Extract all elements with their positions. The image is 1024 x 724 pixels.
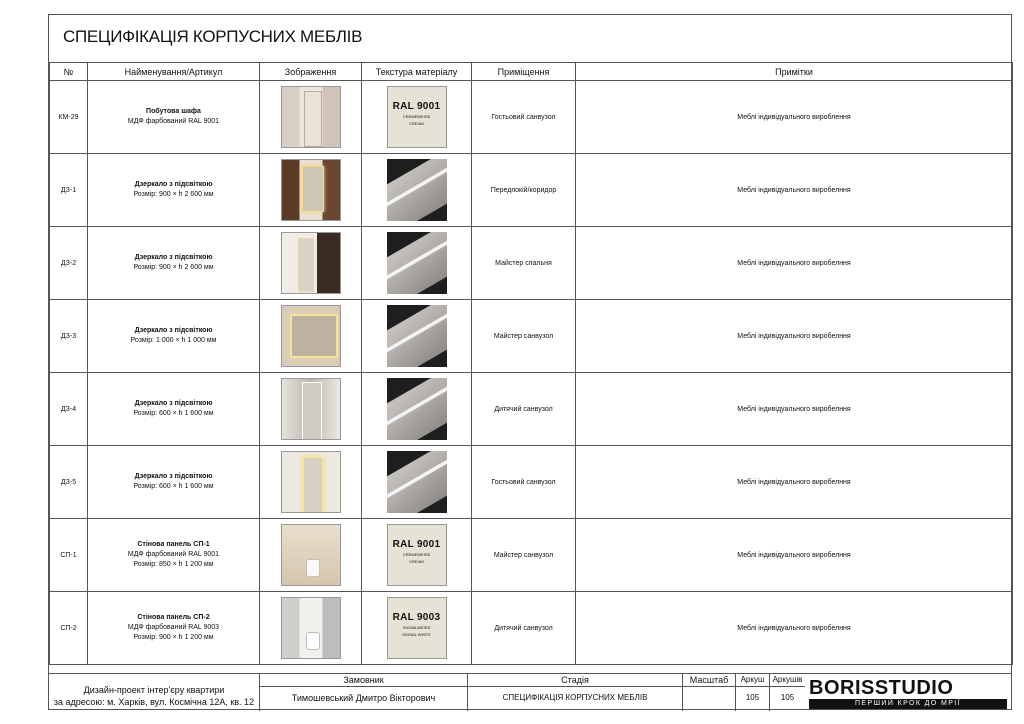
texture-swatch [387,86,447,148]
table-row [50,446,1013,519]
ral-name-en: SIGNAL WHITE [402,632,431,637]
texture-swatch [387,597,447,659]
scale-label: Масштаб [689,675,729,685]
item-spec-line: Розмір: 1 000 × h 1 000 мм [130,336,217,344]
ral-code: RAL 9001 [392,101,441,112]
item-image-cell [260,592,362,665]
item-thumbnail [281,378,341,440]
texture-swatch [387,524,447,586]
item-thumbnail [281,305,341,367]
header-texture: Текстура матеріалу [362,63,472,81]
item-number: ДЗ-2 [50,227,88,300]
item-name-cell [88,300,260,373]
item-number: КМ-29 [50,81,88,154]
item-spec-line: МДФ фарбований RAL 9001 [127,550,220,558]
project-address [49,684,259,708]
item-image-cell [260,227,362,300]
table-row [50,81,1013,154]
item-name-cell [88,446,260,519]
item-name: Стінова панель СП-1 [137,540,210,548]
mirror-glass-swatch [387,232,447,294]
item-spec-line: Розмір: 900 × h 2 600 мм [133,263,214,271]
item-image-cell [260,154,362,227]
item-name-cell [88,519,260,592]
stage-label: Стадія [561,675,589,685]
item-room: Передпокій/коридор [472,154,576,227]
item-thumbnail [281,232,341,294]
header-room: Приміщення [472,63,576,81]
item-name: Побутова шафа [146,107,201,115]
item-texture-cell [362,519,472,592]
address-line-2: за адресою: м. Харків, вул. Космічна 12А, кв. 12 [53,697,255,707]
client-cell [259,674,467,711]
table-header-row [50,63,1013,81]
title-block-divider [259,686,805,687]
client-label: Замовник [343,675,384,685]
title-block [49,673,1012,711]
item-room: Майстер спальня [472,227,576,300]
item-room: Майстер санвузол [472,300,576,373]
item-image-cell [260,519,362,592]
header-notes: Примітки [576,63,1013,81]
item-texture-cell [362,81,472,154]
item-image-cell [260,81,362,154]
table-body [50,81,1013,665]
client-value: Тимошевський Дмитро Вікторович [291,693,436,703]
ral-name: SIGNALWEISS [402,625,431,630]
address-line-1: Дизайн-проект інтер'єру квартири [83,685,225,695]
item-thumbnail [281,86,341,148]
item-name: Дзеркало з підсвіткою [134,253,213,261]
item-note: Меблі індивідуального виробелння [576,519,1013,592]
mirror-glass-swatch [387,305,447,367]
item-texture-cell [362,373,472,446]
item-image-cell [260,300,362,373]
item-thumbnail [281,159,341,221]
item-number: ДЗ-4 [50,373,88,446]
sheet-value: 105 [745,693,760,702]
item-spec-line: Розмір: 900 × h 1 200 мм [133,633,214,641]
item-image-cell [260,373,362,446]
item-spec-line: МДФ фарбований RAL 9003 [127,623,220,631]
item-number: СП-1 [50,519,88,592]
item-texture-cell [362,300,472,373]
item-number: СП-2 [50,592,88,665]
ral-name: CREMEWEISS [402,114,431,119]
logo-slogan: ПЕРШИЙ КРОК ДО МРІЇ [809,699,1007,709]
item-room: Дитячий санвузол [472,373,576,446]
item-image-cell [260,446,362,519]
sheets-cell [769,674,805,711]
mirror-glass-swatch [387,159,447,221]
stage-cell [467,674,682,711]
table-row [50,154,1013,227]
item-name: Дзеркало з підсвіткою [134,472,213,480]
spec-table [49,62,1013,665]
item-name: Дзеркало з підсвіткою [134,326,213,334]
logo-text: BORISSTUDIO [809,677,954,699]
table-row [50,300,1013,373]
studio-logo [805,675,1011,709]
item-texture-cell [362,446,472,519]
page-title: СПЕЦИФІКАЦІЯ КОРПУСНИХ МЕБЛІВ [63,27,363,46]
item-room: Гостьовий санвузол [472,81,576,154]
sheet-label: Аркуш [740,675,765,684]
item-spec-line: Розмір: 900 × h 2 600 мм [133,190,214,198]
spec-sheet [48,14,1012,710]
item-thumbnail [281,451,341,513]
sheets-label: Аркушів [772,675,803,684]
table-row [50,592,1013,665]
sheet-cell [735,674,769,711]
item-note: Меблі індивідуального виробелння [576,592,1013,665]
ral-code: RAL 9001 [392,539,441,550]
item-thumbnail [281,597,341,659]
item-number: ДЗ-1 [50,154,88,227]
item-note: Меблі індивідуального виробелння [576,446,1013,519]
item-note: Меблі індивідуального виробелння [576,154,1013,227]
item-spec-line: МДФ фарбований RAL 9001 [127,117,220,125]
header-name: Найменування/Артикул [88,63,260,81]
item-note: Меблі індивідуального виробелння [576,300,1013,373]
ral-name-en: CREAM [409,559,424,564]
item-number: ДЗ-5 [50,446,88,519]
item-spec-line: Розмір: 600 × h 1 600 мм [133,409,214,417]
item-texture-cell [362,592,472,665]
ral-name-en: CREAM [409,121,424,126]
ral-name: CREMEWEISS [402,552,431,557]
item-room: Гостьовий санвузол [472,446,576,519]
item-name: Дзеркало з підсвіткою [134,180,213,188]
item-texture-cell [362,227,472,300]
header-image: Зображення [260,63,362,81]
item-spec-line: Розмір: 600 × h 1 600 мм [133,482,214,490]
item-name: Стінова панель СП-2 [137,613,210,621]
mirror-glass-swatch [387,378,447,440]
item-room: Майстер санвузол [472,519,576,592]
item-note: Меблі індивідуального вироблення [576,81,1013,154]
item-thumbnail [281,524,341,586]
item-name: Дзеркало з підсвіткою [134,399,213,407]
item-number: ДЗ-3 [50,300,88,373]
item-room: Дитячий санвузол [472,592,576,665]
mirror-glass-swatch [387,451,447,513]
header-number: № [50,63,88,81]
table-row [50,227,1013,300]
item-name-cell [88,227,260,300]
scale-cell [682,674,735,711]
item-name-cell [88,592,260,665]
item-note: Меблі індивідуального виробелння [576,227,1013,300]
table-row [50,519,1013,592]
ral-code: RAL 9003 [392,612,441,623]
item-name-cell [88,373,260,446]
item-name-cell [88,81,260,154]
sheets-value: 105 [780,693,795,702]
item-note: Меблі індивідуального виробелння [576,373,1013,446]
item-name-cell [88,154,260,227]
item-spec-line: Розмір: 850 × h 1 200 мм [133,560,214,568]
stage-value: СПЕЦИФІКАЦІЯ КОРПУСНИХ МЕБЛІВ [502,693,648,702]
item-texture-cell [362,154,472,227]
table-row [50,373,1013,446]
